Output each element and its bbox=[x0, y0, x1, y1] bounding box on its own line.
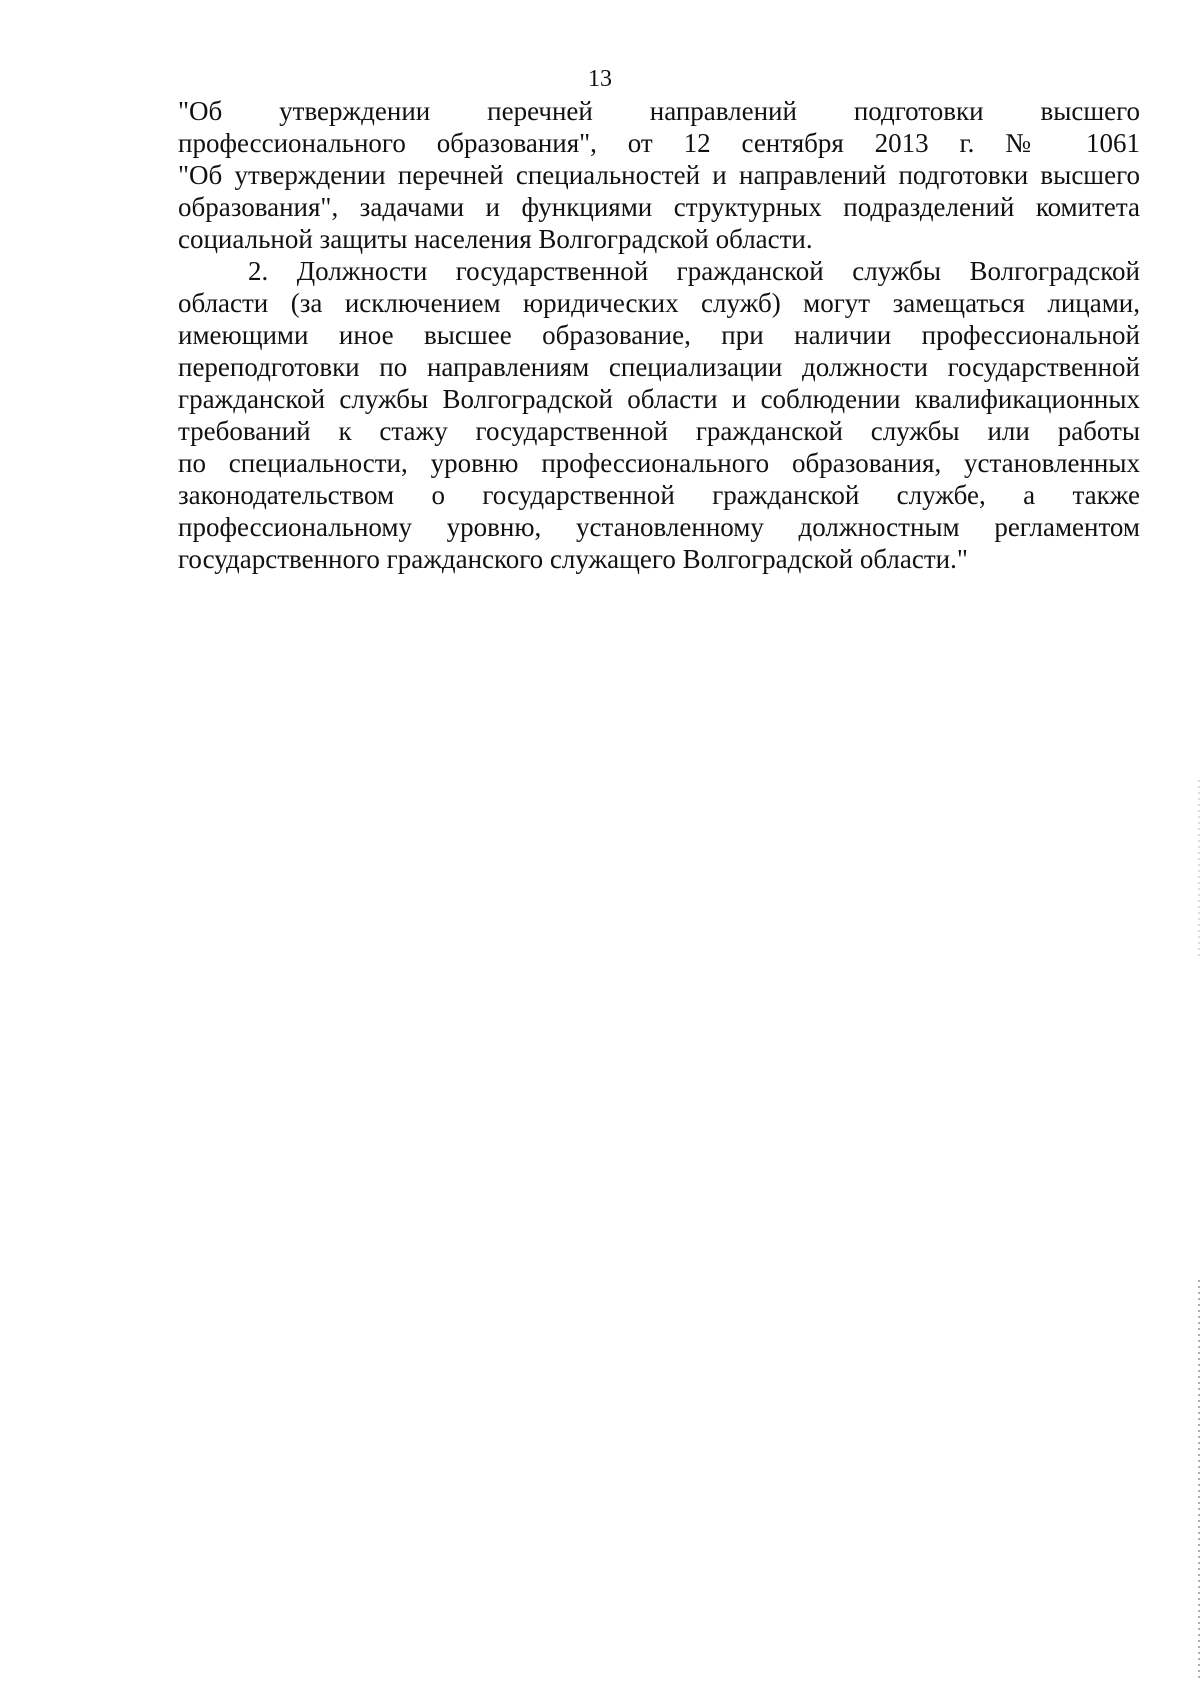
paragraph-2-line: требований к стажу государственной гражданской службы или работы bbox=[178, 416, 1140, 446]
paragraph-1-line: социальной защиты населения Волгоградской области. bbox=[178, 224, 813, 254]
paragraph-2-line: области (за исключением юридических служб) могут замещаться лицами, bbox=[178, 288, 1140, 318]
paragraph-2-line: гражданской службы Волгоградской области и соблюдении квалификационных bbox=[178, 384, 1140, 414]
paragraph-2 bbox=[178, 255, 1140, 575]
paragraph-2-line: по специальности, уровню профессионального образования, установленных bbox=[178, 448, 1140, 478]
paragraph-1-line: образования", задачами и функциями структурных подразделений комитета bbox=[178, 192, 1140, 222]
paragraph-2-line: профессиональному уровню, установленному должностным регламентом bbox=[178, 512, 1140, 542]
document-body bbox=[178, 95, 1140, 575]
paragraph-2-line: 2. Должности государственной гражданской службы Волгоградской bbox=[248, 256, 1140, 286]
paragraph-1-line: профессионального образования", от 12 сентября 2013 г. № 1061 bbox=[178, 128, 1140, 158]
page-number: 13 bbox=[588, 66, 612, 92]
paragraph-2-line: государственного гражданского служащего Волгоградской области." bbox=[178, 544, 968, 574]
paragraph-2-line: переподготовки по направлениям специализации должности государственной bbox=[178, 352, 1140, 382]
paragraph-2-line: законодательством о государственной гражданской службе, а также bbox=[178, 480, 1140, 510]
paragraph-1 bbox=[178, 95, 1140, 255]
paragraph-1-line: "Об утверждении перечней направлений подготовки высшего bbox=[178, 96, 1140, 126]
paragraph-1-line: "Об утверждении перечней специальностей и направлений подготовки высшего bbox=[178, 160, 1140, 190]
paragraph-2-line: имеющими иное высшее образование, при наличии профессиональной bbox=[178, 320, 1140, 350]
